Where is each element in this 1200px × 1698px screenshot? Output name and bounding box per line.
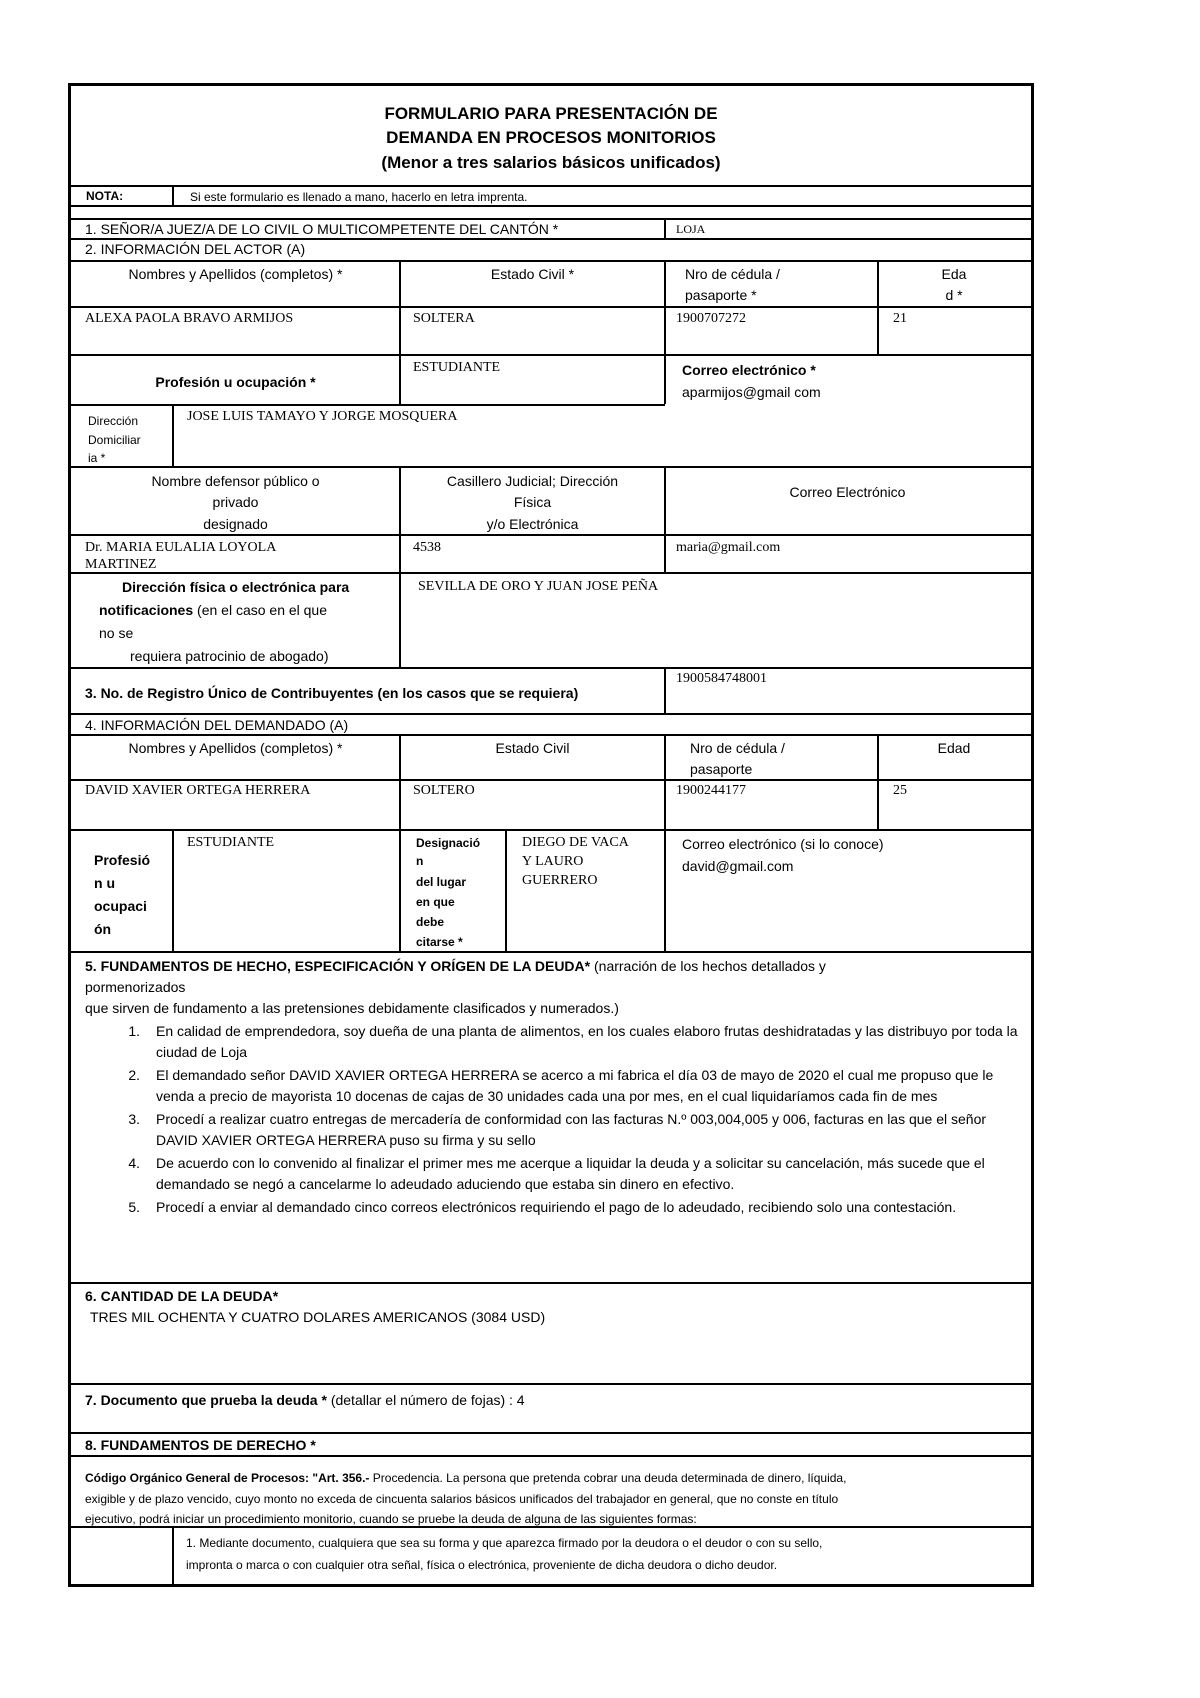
divider xyxy=(172,185,174,207)
form-title-line1: FORMULARIO PARA PRESENTACIÓN DE xyxy=(384,104,718,123)
defendant-civil-value: SOLTERO xyxy=(413,783,475,798)
divider xyxy=(70,829,1032,831)
defendant-names-value: DAVID XAVIER ORTEGA HERRERA xyxy=(85,783,311,798)
divider xyxy=(70,572,1032,574)
legal-text-l1 xyxy=(85,1469,846,1487)
form-title-line2: DEMANDA EN PROCESOS MONITORIOS xyxy=(386,128,716,147)
notif-label-l1: Dirección física o electrónica para xyxy=(122,579,350,595)
list-item-number: 2. xyxy=(128,1067,140,1083)
actor-id-header-l2: pasaporte * xyxy=(685,287,757,303)
divider xyxy=(70,951,1032,953)
legal-text-bold: Código Orgánico General de Procesos: "Art. 356.- xyxy=(85,1471,370,1485)
list-item-text: En calidad de emprendedora, soy dueña de una planta de alimentos, en los cuales elaboro frutas deshidratadas y las distribuyo por toda la ciudad de Loja xyxy=(156,1023,1018,1060)
defendant-age-value: 25 xyxy=(893,783,907,798)
divider xyxy=(70,667,1032,669)
notif-label-l2-bold: notificaciones xyxy=(99,602,194,618)
actor-names-header: Nombres y Apellidos (completos) * xyxy=(128,266,343,282)
defendant-id-header-l1: Nro de cédula / xyxy=(690,740,785,756)
section5-label-l3: que sirven de fundamento a las pretensiones debidamente clasificados y numerados.) xyxy=(85,1000,619,1016)
divider xyxy=(70,534,1032,536)
actor-address-value: JOSE LUIS TAMAYO Y JORGE MOSQUERA xyxy=(187,409,458,424)
casillero-header-l2: Física xyxy=(513,494,552,510)
divider xyxy=(70,1282,1032,1284)
defendant-profession-l2: n u xyxy=(94,875,115,891)
legal-text-l2: exigible y de plazo vencido, cuyo monto no exceda de cincuenta salarios básicos unificados del trabajador en general, que no conste en título xyxy=(85,1492,839,1506)
divider xyxy=(70,713,1032,715)
notif-label-l4: requiera patrocinio de abogado) xyxy=(130,648,329,664)
divider xyxy=(664,734,666,951)
section7-label-rest: (detallar el número de fojas) : 4 xyxy=(326,1392,525,1408)
defendant-place-label-l6: citarse * xyxy=(416,935,463,949)
defendant-place-value-l2: Y LAURO xyxy=(522,854,584,869)
section3-label: 3. No. de Registro Único de Contribuyentes (en los casos que se requiera) xyxy=(85,685,579,701)
list-item xyxy=(82,1197,1022,1218)
divider xyxy=(172,829,174,951)
notif-label-l2-rest: (en el caso en el que xyxy=(193,602,328,618)
divider xyxy=(664,260,666,404)
list-item xyxy=(82,1021,1022,1063)
actor-address-label-l3: ia * xyxy=(88,451,106,465)
defender-name-value-l1: Dr. MARIA EULALIA LOYOLA xyxy=(85,540,277,555)
actor-civil-value: SOLTERA xyxy=(413,311,475,326)
casillero-header-l3: y/o Electrónica xyxy=(486,516,579,532)
defendant-age-header: Edad xyxy=(937,740,971,756)
list-item-number: 3. xyxy=(128,1111,140,1127)
divider xyxy=(664,667,666,713)
casillero-value: 4538 xyxy=(413,540,441,555)
section5-label-l1 xyxy=(85,957,826,975)
notif-value: SEVILLA DE ORO Y JUAN JOSE PEÑA xyxy=(418,579,659,594)
actor-age-header-l1: Eda xyxy=(941,266,967,282)
list-item-text: El demandado señor DAVID XAVIER ORTEGA HERRERA se acerco a mi fabrica el día 03 de mayo de 2020 el cual me propuso que le venda a precio de mayorista 10 docenas de cajas de 30 unidades cada una por mes, en el cual liquidaríamos cada fin de mes xyxy=(156,1067,994,1104)
section6-label: 6. CANTIDAD DE LA DEUDA* xyxy=(85,1288,279,1304)
divider xyxy=(70,404,665,406)
list-item xyxy=(82,1065,1022,1107)
divider xyxy=(70,306,1032,308)
ruc-value: 1900584748001 xyxy=(676,671,767,686)
divider xyxy=(70,466,1032,468)
divider xyxy=(70,354,1032,356)
actor-id-value: 1900707272 xyxy=(676,311,746,326)
defender-header-l1: Nombre defensor público o xyxy=(151,473,320,489)
defendant-names-header: Nombres y Apellidos (completos) * xyxy=(128,740,343,756)
nota-text: Si este formulario es llenado a mano, hacerlo en letra imprenta. xyxy=(190,190,528,204)
defendant-id-header-l2: pasaporte xyxy=(690,761,753,777)
defendant-profession-l4: ón xyxy=(94,921,112,937)
list-item-number: 1. xyxy=(128,1023,140,1039)
section5-label-bold: 5. FUNDAMENTOS DE HECHO, ESPECIFICACIÓN Y ORÍGEN DE LA DEUDA* xyxy=(85,958,591,974)
section5-label-l2: pormenorizados xyxy=(85,979,186,995)
divider xyxy=(70,779,1032,781)
section1-label: 1. SEÑOR/A JUEZ/A DE LO CIVIL O MULTICOMPETENTE DEL CANTÓN * xyxy=(85,221,559,237)
divider xyxy=(664,466,666,572)
actor-civil-header: Estado Civil * xyxy=(490,266,575,282)
casillero-header-l1: Casillero Judicial; Dirección xyxy=(446,473,619,489)
section7-label-bold: 7. Documento que prueba la deuda * xyxy=(85,1392,327,1408)
divider xyxy=(70,185,1032,187)
defendant-place-label-l2: n xyxy=(416,854,424,868)
list-item-text: Procedí a enviar al demandado cinco correos electrónicos requiriendo el pago de lo adeudado, recibiendo solo una contestación. xyxy=(156,1199,957,1215)
legal-text-l1-rest: Procedencia. La persona que pretenda cobrar una deuda determinada de dinero, líquida, xyxy=(369,1471,847,1485)
actor-age-header-l2: d * xyxy=(945,287,963,303)
defendant-place-value-l1: DIEGO DE VACA xyxy=(522,835,629,850)
defender-name-value-l2: MARTINEZ xyxy=(85,557,157,572)
form-title-line3: (Menor a tres salarios básicos unificados) xyxy=(381,153,721,172)
section7-label xyxy=(85,1391,525,1409)
list-item xyxy=(82,1109,1022,1151)
defendant-place-label-l1: Designació xyxy=(416,836,481,850)
defendant-place-label-l5: debe xyxy=(416,915,445,929)
actor-names-value: ALEXA PAOLA BRAVO ARMIJOS xyxy=(85,311,294,326)
actor-address-label-l1: Dirección xyxy=(88,414,139,428)
list-item-text: Procedí a realizar cuatro entregas de mercadería de conformidad con las facturas N.º 003,004,005 y 006, facturas en las que el señor DAVID XAVIER ORTEGA HERRERA puso su firma y su sello xyxy=(156,1111,987,1148)
debt-amount-value: TRES MIL OCHENTA Y CUATRO DOLARES AMERICANOS (3084 USD) xyxy=(90,1309,546,1325)
defendant-email-value: david@gmail.com xyxy=(682,858,794,874)
list-item xyxy=(82,1153,1022,1195)
notif-label-l3: no se xyxy=(99,625,134,641)
divider xyxy=(70,734,1032,736)
nota-label: NOTA: xyxy=(86,189,124,203)
legal-item-l1: 1. Mediante documento, cualquiera que sea su forma y que aparezca firmado por la deudora o el deudor o con su sello, xyxy=(186,1536,823,1550)
defendant-profession-l3: ocupaci xyxy=(94,898,147,914)
defendant-place-value-l3: GUERRERO xyxy=(522,873,598,888)
divider xyxy=(172,404,174,466)
defendant-place-label-l4: en que xyxy=(416,895,455,909)
divider xyxy=(172,1526,174,1585)
section5-label-rest: (narración de los hechos detallados y xyxy=(590,958,826,974)
defendant-civil-header: Estado Civil xyxy=(495,740,570,756)
actor-profession-value: ESTUDIANTE xyxy=(413,360,501,375)
divider xyxy=(505,829,507,951)
section8-label: 8. FUNDAMENTOS DE DERECHO * xyxy=(85,1437,316,1453)
actor-profession-label: Profesión u ocupación * xyxy=(155,374,316,390)
defender-email-value: maria@gmail.com xyxy=(676,540,781,555)
facts-list xyxy=(82,1021,1022,1220)
section2-label: 2. INFORMACIÓN DEL ACTOR (A) xyxy=(85,241,306,257)
divider xyxy=(664,218,666,238)
list-item-number: 4. xyxy=(128,1155,140,1171)
divider xyxy=(70,1455,1032,1457)
divider xyxy=(70,1383,1032,1385)
defendant-profession-l1: Profesió xyxy=(94,852,151,868)
legal-text-l3: ejecutivo, podrá iniciar un procedimiento monitorio, cuando se pruebe la deuda de alguna de las siguientes formas: xyxy=(85,1512,697,1526)
defendant-place-label-l3: del lugar xyxy=(416,875,467,889)
legal-item-l2: impronta o marca o con cualquier otra señal, física o electrónica, proveniente de dicha deudora o dicho deudor. xyxy=(186,1558,778,1572)
defendant-email-label: Correo electrónico (si lo conoce) xyxy=(682,836,884,852)
section1-canton-value: LOJA xyxy=(676,222,706,236)
defendant-profession-value: ESTUDIANTE xyxy=(187,835,275,850)
list-item-text: De acuerdo con lo convenido al finalizar el primer mes me acerque a liquidar la deuda y a solicitar su cancelación, más sucede que el demandado se negó a cancelarme lo adeudado aduciendo que estaba sin dinero en efectivo. xyxy=(156,1155,985,1192)
list-item-number: 5. xyxy=(128,1199,140,1215)
notif-label-l2 xyxy=(99,601,327,619)
divider xyxy=(70,260,1032,262)
actor-id-header-l1: Nro de cédula / xyxy=(685,266,780,282)
divider xyxy=(70,1432,1032,1434)
defender-header-l2: privado xyxy=(212,494,259,510)
divider xyxy=(399,829,401,951)
actor-age-value: 21 xyxy=(893,311,907,326)
defender-header-l3: designado xyxy=(203,516,268,532)
actor-email-label: Correo electrónico * xyxy=(682,362,816,378)
defender-email-header: Correo Electrónico xyxy=(789,484,906,500)
section4-label: 4. INFORMACIÓN DEL DEMANDADO (A) xyxy=(85,717,349,733)
actor-address-label-l2: Domiciliar xyxy=(88,433,141,447)
defendant-id-value: 1900244177 xyxy=(676,783,746,798)
actor-email-value: aparmijos@gmail com xyxy=(682,384,821,400)
